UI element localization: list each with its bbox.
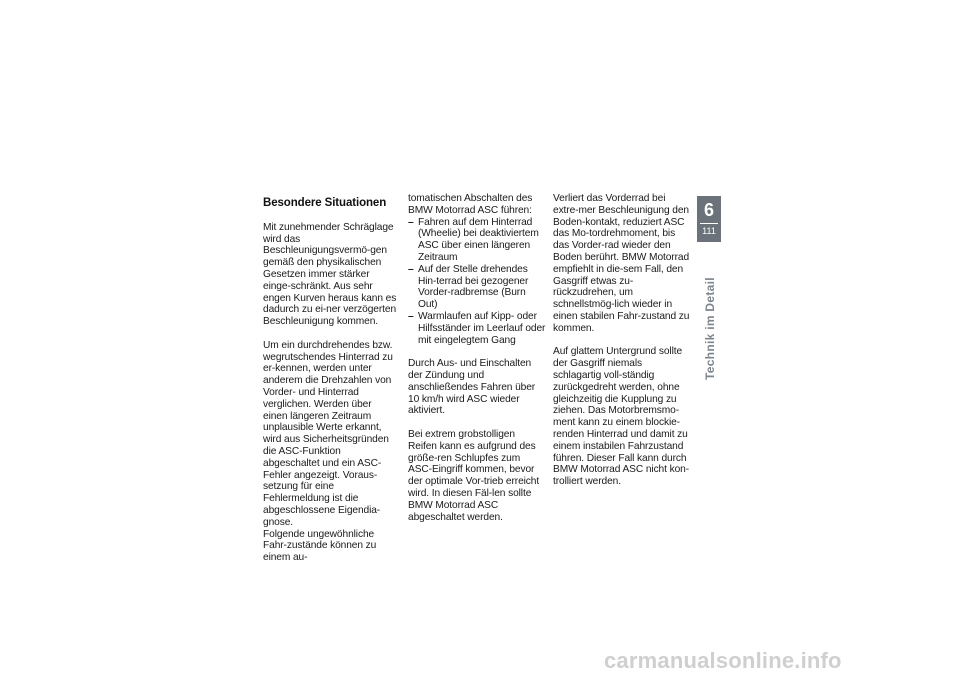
chapter-title: Technik im Detail <box>703 277 717 380</box>
paragraph: tomatischen Abschalten des BMW Motorrad ASC führen: <box>408 193 533 216</box>
paragraph: Folgende ungewöhnliche Fahr-zustände können zu einem au- <box>263 528 377 564</box>
list-item: – Auf der Stelle drehendes Hin-terrad bei gezogener Vorder-radbremse (Burn Out) <box>408 264 546 311</box>
paragraph: Mit zunehmender Schräglage wird das Beschleunigungsvermö-gen gemäß den physikalischen Gesetzen immer stärker einge-schränkt. Aus sehr engen Kurven heraus kann es dadurch zu ei-ner verzögerten Beschleunigung kommen. <box>263 221 397 328</box>
list-item: – Warmlaufen auf Kipp- oder Hilfsständer im Leerlauf oder mit eingelegtem Gang <box>408 311 546 346</box>
paragraph: Auf glattem Untergrund sollte der Gasgriff niemals schlagartig voll-ständig zurückgedreht werden, ohne gleichzeitig die Kupplung zu ziehen. Das Motorbremsmo-ment kann zu einem blockie-renden Hinterrad und damit zu einem instabilen Fahrzustand führen. Dieser Fall kann durch BMW Motorrad ASC nicht kon-trolliert werden. <box>553 346 690 488</box>
chapter-tab <box>697 196 721 242</box>
paragraph: Verliert das Vorderrad bei extre-mer Beschleunigung den Boden-kontakt, reduziert ASC das Mo-tordrehmoment, bis das Vorder-rad wieder den Boden berührt. BMW Motorrad empfiehlt in die-sem Fall, den Gasgriff etwas zu-rückzudrehen, um schnellstmög-lich wieder in einen stabilen Fahr-zustand zu kommen. <box>553 193 690 334</box>
divider <box>700 223 718 224</box>
text-column-3 <box>553 193 691 488</box>
page-number: 111 <box>702 226 716 236</box>
chapter-number: 6 <box>703 200 714 220</box>
list-item: – Fahren auf dem Hinterrad (Wheelie) bei deaktiviertem ASC über einen längeren Zeitraum <box>408 217 546 264</box>
paragraph: Um ein durchdrehendes bzw. wegrutschendes Hinterrad zu er-kennen, werden unter anderem die Drehzahlen von Vorder- und Hinterrad verglichen. Werden über einen längeren Zeitraum unplausible Werte erkannt, wird aus Sicherheitsgründen die ASC-Funktion abgeschaltet und ein ASC-Fehler angezeigt. Voraus-setzung für eine Fehlermeldung ist die abgeschlossene Eigendia-gnose. <box>263 339 393 528</box>
paragraph: Durch Aus- und Einschalten der Zündung und anschließendes Fahren über 10 km/h wird ASC wieder aktiviert. <box>408 358 536 417</box>
section-heading: Besondere Situationen <box>263 197 387 209</box>
text-column-2 <box>408 193 546 523</box>
condition-list <box>408 217 546 347</box>
text-column-1 <box>263 196 398 564</box>
paragraph: Bei extrem grobstolligen Reifen kann es aufgrund des größe-ren Schlupfes zum ASC-Eingriff kommen, bevor der optimale Vor-trieb erreicht wird. In diesen Fäl-len sollte BMW Motorrad ASC abgeschaltet werden. <box>408 428 540 523</box>
watermark: carmanualsonline.info <box>604 648 842 672</box>
